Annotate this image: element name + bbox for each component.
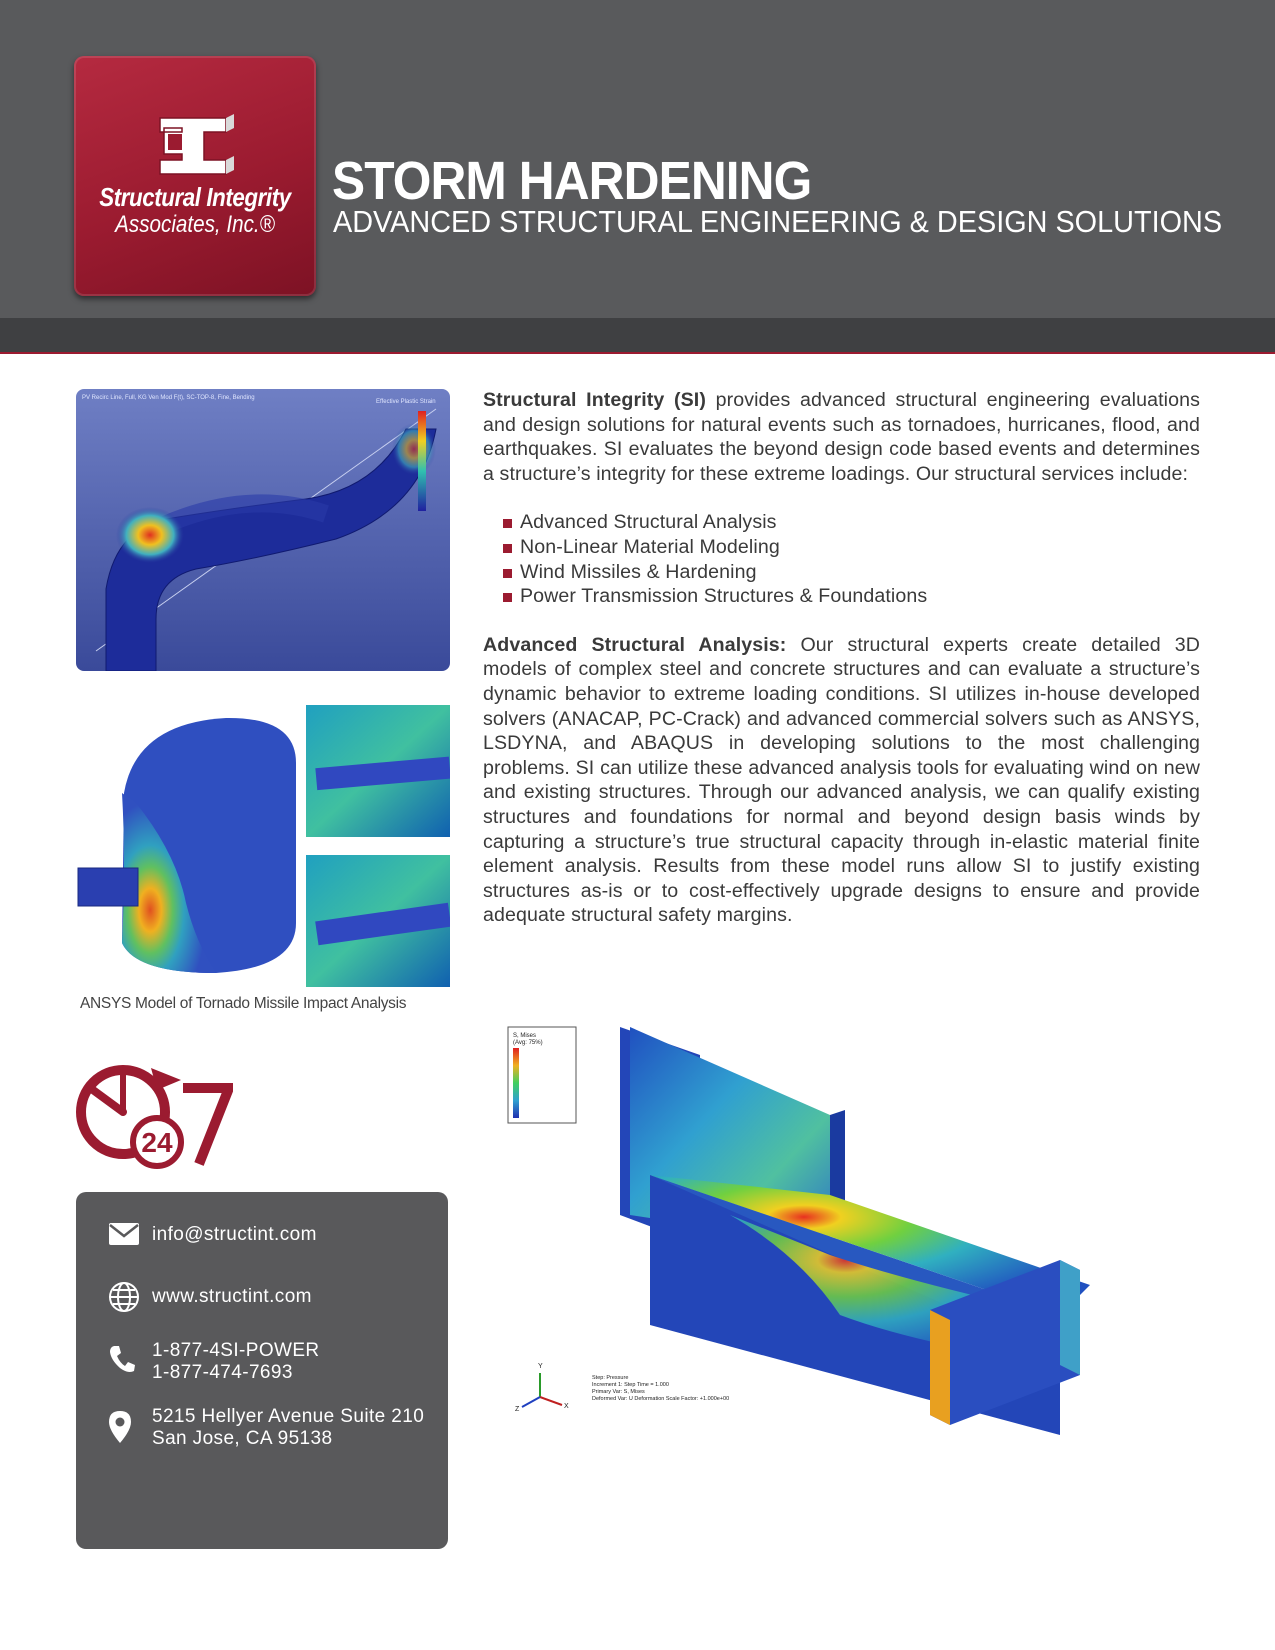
wall-footer-line: Primary Var: S, Mises bbox=[592, 1389, 645, 1395]
wall-footer-line: Deformed Var: U Deformation Scale Factor: +1.000e+00 bbox=[592, 1396, 730, 1402]
svg-text:Z: Z bbox=[515, 1406, 520, 1413]
axis-triad bbox=[515, 1363, 569, 1413]
support-247-icon bbox=[73, 1060, 233, 1170]
figure-caption: ANSYS Model of Tornado Missile Impact Analysis bbox=[80, 995, 407, 1012]
body-content bbox=[483, 388, 1200, 928]
pipe-legend bbox=[418, 411, 426, 511]
intro-lead: Structural Integrity (SI) bbox=[483, 389, 706, 411]
globe-icon bbox=[108, 1281, 140, 1313]
service-item: Power Transmission Structures & Foundations bbox=[503, 584, 1200, 609]
intro-text: provides advanced structural engineering evaluations and design solutions for natural events such as tornadoes, hurricanes, flood, and earthquakes. SI evaluates the beyond design code based events and determines a structure’s integrity for these extreme loadings. Our structural services include: bbox=[483, 389, 1200, 485]
company-logo bbox=[74, 56, 316, 296]
svg-text:X: X bbox=[564, 1403, 569, 1410]
svg-text:PV Recirc Line, Full, KG Ven M: PV Recirc Line, Full, KG Ven Mod F(t), SC-TOP-8, Fine, Bending bbox=[82, 395, 255, 401]
logo-name: Structural Integrity bbox=[99, 182, 291, 212]
badge-24-text: 24 bbox=[141, 1127, 173, 1158]
intro-paragraph bbox=[483, 388, 1200, 486]
service-item: Non-Linear Material Modeling bbox=[503, 535, 1200, 560]
analysis-paragraph bbox=[483, 633, 1200, 928]
envelope-icon bbox=[108, 1222, 140, 1246]
pipe-legend-title: Effective Plastic Strain bbox=[376, 399, 436, 405]
services-list bbox=[483, 510, 1200, 608]
pipe-fea-image bbox=[76, 389, 450, 671]
address-line2: San Jose, CA 95138 bbox=[152, 1428, 333, 1449]
missile-impact-image bbox=[76, 703, 450, 988]
mises-legend bbox=[508, 1027, 576, 1123]
service-item: Wind Missiles & Hardening bbox=[503, 560, 1200, 585]
contact-panel bbox=[76, 1192, 448, 1549]
wall-footer-line: Increment 1: Step Time = 1.000 bbox=[592, 1382, 669, 1388]
phone-icon bbox=[108, 1344, 136, 1374]
email-link[interactable]: info@structint.com bbox=[152, 1224, 317, 1245]
analysis-lead: Advanced Structural Analysis: bbox=[483, 633, 787, 656]
analysis-text: Our structural experts create detailed 3D models of complex steel and concrete structures and can evaluate a structure’s dynamic behavior to extreme loading conditions. SI utilizes in-house developed solvers (ANACAP, PC-Crack) and advanced commercial solvers such as ANSYS, LSDYNA, and ABAQUS in developing solutions to the most challenging problems. SI can utilize these advanced analysis tools for evaluating wind on new and existing structures. Through our advanced analysis, we can qualify existing structures and foundations for normal and beyond design basis winds by capturing a structure’s true structural capacity through in-elastic material finite element analysis. Results from these model runs allow SI to justify existing structures as-is or to cost-effectively upgrade designs to ensure and provide adequate structural safety margins. bbox=[483, 633, 1200, 927]
service-item: Advanced Structural Analysis bbox=[503, 510, 1200, 535]
page-title: STORM HARDENING bbox=[332, 151, 812, 211]
location-pin-icon bbox=[108, 1410, 132, 1444]
legend-subtitle: (Avg: 75%) bbox=[513, 1040, 543, 1046]
wall-footer-line: Step: Pressure bbox=[592, 1375, 629, 1381]
address-line1: 5215 Hellyer Avenue Suite 210 bbox=[152, 1406, 425, 1427]
phone-numeric[interactable]: 1-877-474-7693 bbox=[152, 1362, 293, 1383]
svg-text:Y: Y bbox=[538, 1363, 543, 1370]
website-link[interactable]: www.structint.com bbox=[152, 1286, 312, 1307]
phone-primary[interactable]: 1-877-4SI-POWER bbox=[152, 1340, 320, 1361]
wall-fea-image bbox=[500, 1015, 1140, 1455]
page-subtitle: ADVANCED STRUCTURAL ENGINEERING & DESIGN SOLUTIONS bbox=[333, 204, 1223, 239]
si-logo-icon bbox=[156, 114, 236, 178]
header-band bbox=[0, 318, 1275, 354]
logo-subname: Associates, Inc.® bbox=[115, 211, 275, 238]
legend-title: S, Mises bbox=[513, 1033, 537, 1039]
